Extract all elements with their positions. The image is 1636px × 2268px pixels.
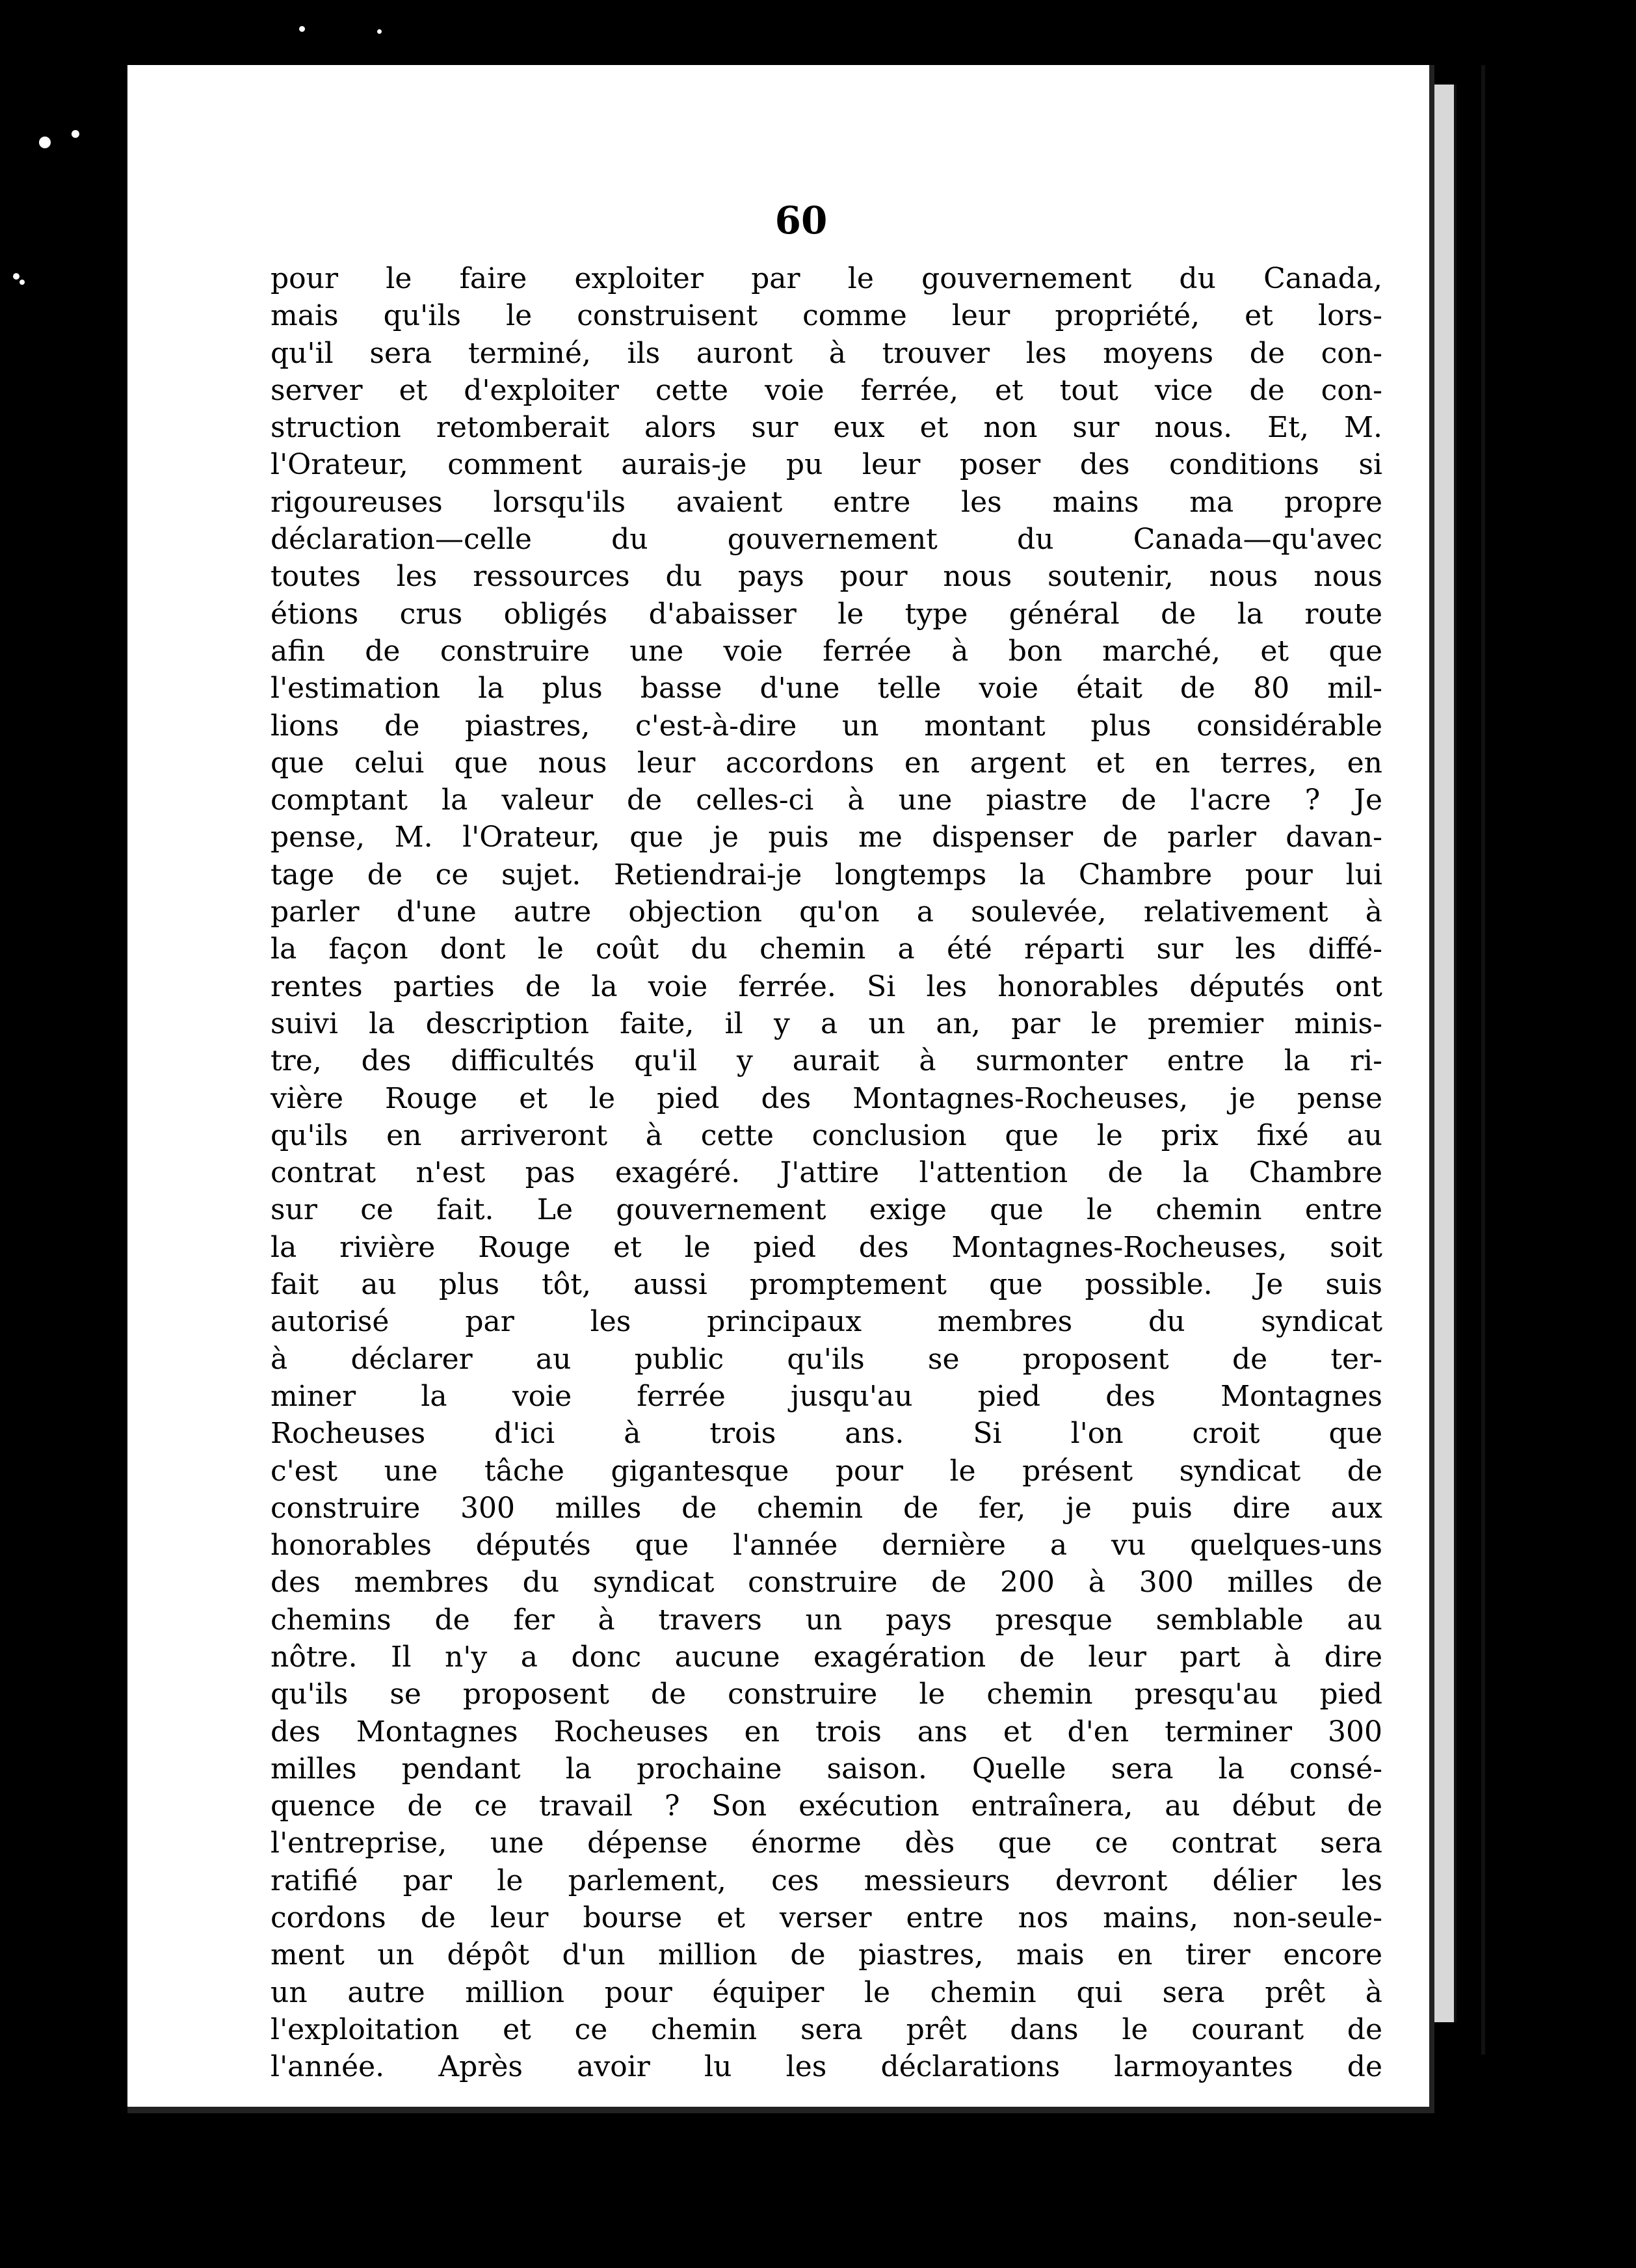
text-line: ratifié par le parlement, ces messieurs devront délier les: [270, 1864, 1382, 1897]
text-line: des Montagnes Rocheuses en trois ans et d'en terminer 300: [270, 1715, 1382, 1748]
text-line: qu'il sera terminé, ils auront à trouver les moyens de con-: [270, 336, 1382, 370]
text-line: la façon dont le coût du chemin a été réparti sur les diffé-: [270, 932, 1382, 966]
scan-speck: [72, 130, 79, 138]
text-line: miner la voie ferrée jusqu'au pied des Montagnes: [270, 1379, 1382, 1413]
document-page: [127, 65, 1434, 2113]
text-line: pour le faire exploiter par le gouvernement du Canada,: [270, 262, 1382, 295]
text-line: qu'ils se proposent de construire le chemin presqu'au pied: [270, 1678, 1382, 1711]
text-line: cordons de leur bourse et verser entre nos mains, non-seule-: [270, 1901, 1382, 1935]
text-line: contrat n'est pas exagéré. J'attire l'attention de la Chambre: [270, 1156, 1382, 1190]
text-line: l'Orateur, comment aurais-je pu leur poser des conditions si: [270, 448, 1382, 482]
scan-edge-line: [1481, 65, 1485, 2055]
text-line: suivi la description faite, il y a un an, par le premier minis-: [270, 1007, 1382, 1040]
text-line: l'exploitation et ce chemin sera prêt dans le courant de: [270, 2012, 1382, 2046]
text-line: que celui que nous leur accordons en argent et en terres, en: [270, 746, 1382, 780]
text-line: tre, des difficultés qu'il y aurait à surmonter entre la ri-: [270, 1044, 1382, 1078]
text-line: qu'ils en arriveront à cette conclusion que le prix fixé au: [270, 1118, 1382, 1152]
text-line: des membres du syndicat construire de 200 à 300 milles de: [270, 1566, 1382, 1600]
text-line: milles pendant la prochaine saison. Quelle sera la consé-: [270, 1752, 1382, 1786]
body-text: [270, 260, 1382, 2086]
text-line: à déclarer au public qu'ils se proposent de ter-: [270, 1342, 1382, 1376]
text-line: honorables députés que l'année dernière a vu quelques-uns: [270, 1529, 1382, 1563]
text-line: quence de ce travail ? Son exécution entraînera, au début de: [270, 1789, 1382, 1823]
text-line: server et d'exploiter cette voie ferrée, et tout vice de con-: [270, 373, 1382, 407]
text-line: tage de ce sujet. Retiendrai-je longtemps la Chambre pour lui: [270, 858, 1382, 891]
text-line: rigoureuses lorsqu'ils avaient entre les mains ma propre: [270, 485, 1382, 519]
text-line: l'estimation la plus basse d'une telle voie était de 80 mil-: [270, 672, 1382, 705]
text-line: fait au plus tôt, aussi promptement que possible. Je suis: [270, 1268, 1382, 1302]
text-line: la rivière Rouge et le pied des Montagnes-Rocheuses, soit: [270, 1230, 1382, 1264]
text-line: un autre million pour équiper le chemin qui sera prêt à: [270, 1975, 1382, 2009]
text-line: rentes parties de la voie ferrée. Si les honorables députés ont: [270, 969, 1382, 1003]
scan-speck: [13, 273, 20, 280]
text-line: l'entreprise, une dépense énorme dès que ce contrat sera: [270, 1826, 1382, 1860]
text-line: vière Rouge et le pied des Montagnes-Rocheuses, je pense: [270, 1081, 1382, 1115]
text-line: nôtre. Il n'y a donc aucune exagération de leur part à dire: [270, 1640, 1382, 1674]
text-line: afin de construire une voie ferrée à bon marché, et que: [270, 634, 1382, 668]
text-line: autorisé par les principaux membres du syndicat: [270, 1305, 1382, 1339]
text-line: toutes les ressources du pays pour nous soutenir, nous nous: [270, 560, 1382, 594]
page-number: 60: [774, 198, 828, 243]
text-line: struction retomberait alors sur eux et non sur nous. Et, M.: [270, 411, 1382, 445]
text-line: mais qu'ils le construisent comme leur propriété, et lors-: [270, 299, 1382, 333]
text-line: c'est une tâche gigantesque pour le présent syndicat de: [270, 1454, 1382, 1488]
text-line: sur ce fait. Le gouvernement exige que le chemin entre: [270, 1193, 1382, 1227]
scan-speck: [20, 280, 25, 285]
text-line: Rocheuses d'ici à trois ans. Si l'on croit que: [270, 1417, 1382, 1451]
text-line: construire 300 milles de chemin de fer, je puis dire aux: [270, 1491, 1382, 1525]
text-line: déclaration—celle du gouvernement du Canada—qu'avec: [270, 523, 1382, 557]
text-line: l'année. Après avoir lu les déclarations larmoyantes de: [270, 2050, 1382, 2084]
text-line: chemins de fer à travers un pays presque semblable au: [270, 1603, 1382, 1637]
text-line: ment un dépôt d'un million de piastres, mais en tirer encore: [270, 1938, 1382, 1972]
scan-speck: [299, 26, 305, 32]
text-line: comptant la valeur de celles-ci à une piastre de l'acre ? Je: [270, 784, 1382, 817]
text-line: parler d'une autre objection qu'on a soulevée, relativement à: [270, 895, 1382, 929]
scan-speck: [377, 29, 382, 34]
text-line: étions crus obligés d'abaisser le type général de la route: [270, 597, 1382, 631]
scan-speck: [39, 137, 51, 148]
text-line: pense, M. l'Orateur, que je puis me dispenser de parler davan-: [270, 821, 1382, 854]
text-line: lions de piastres, c'est-à-dire un montant plus considérable: [270, 709, 1382, 743]
